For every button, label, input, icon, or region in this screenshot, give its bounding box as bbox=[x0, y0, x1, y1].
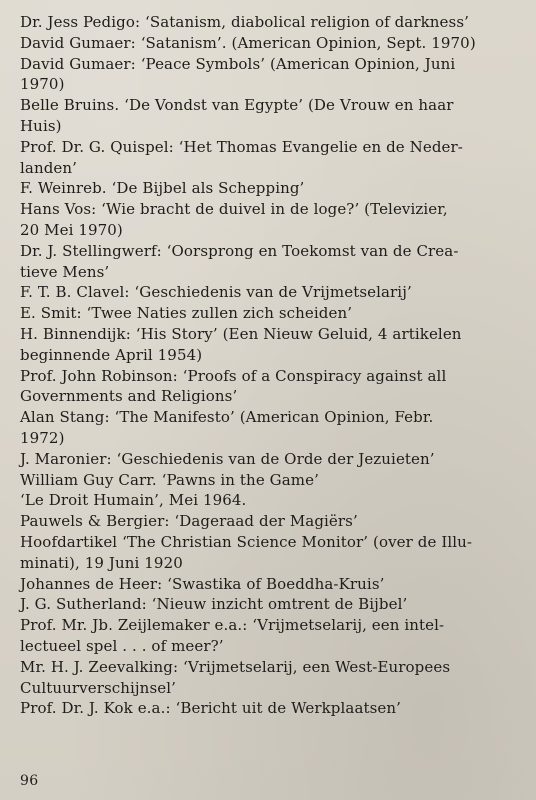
entry-line: Prof. Dr. G. Quispel: ‘Het Thomas Evangelie en de Neder- bbox=[20, 137, 463, 156]
entry-line: F. Weinreb. ‘De Bijbel als Schepping’ bbox=[20, 179, 305, 198]
page-number: 96 bbox=[20, 773, 39, 789]
entry-line: H. Binnendijk: ‘His Story’ (Een Nieuw Geluid, 4 artikelen bbox=[20, 324, 462, 343]
bibliography-list bbox=[20, 12, 524, 719]
bibliography-entry bbox=[20, 449, 524, 470]
entry-line: Mr. H. J. Zeevalking: ‘Vrijmetselarij, een West-Europees bbox=[20, 657, 451, 676]
bibliography-entry bbox=[20, 511, 524, 532]
bibliography-entry bbox=[20, 532, 524, 574]
entry-line: ‘Le Droit Humain’, Mei 1964. bbox=[20, 491, 247, 510]
entry-line: Prof. Mr. Jb. Zeijlemaker e.a.: ‘Vrijmetselarij, een intel- bbox=[20, 616, 445, 635]
entry-line: minati), 19 Juni 1920 bbox=[20, 553, 183, 572]
bibliography-entry bbox=[20, 54, 524, 96]
entry-line: David Gumaer: ‘Satanism’. (American Opinion, Sept. 1970) bbox=[20, 33, 476, 52]
entry-line: 1970) bbox=[20, 75, 65, 94]
bibliography-entry bbox=[20, 366, 524, 408]
bibliography-entry bbox=[20, 594, 524, 615]
entry-line: J. Maronier: ‘Geschiedenis van de Orde der Jezuieten’ bbox=[20, 449, 435, 468]
entry-line: beginnende April 1954) bbox=[20, 345, 203, 364]
bibliography-entry bbox=[20, 324, 524, 366]
entry-line: Dr. J. Stellingwerf: ‘Oorsprong en Toekomst van de Crea- bbox=[20, 241, 459, 260]
bibliography-entry bbox=[20, 199, 524, 241]
bibliography-entry bbox=[20, 178, 524, 199]
entry-line: 20 Mei 1970) bbox=[20, 220, 123, 239]
bibliography-entry bbox=[20, 470, 524, 491]
bibliography-entry bbox=[20, 490, 524, 511]
entry-line: F. T. B. Clavel: ‘Geschiedenis van de Vrijmetselarij’ bbox=[20, 283, 412, 302]
entry-line: Dr. Jess Pedigo: ‘Satanism, diabolical religion of darkness’ bbox=[20, 13, 469, 31]
entry-line: Hans Vos: ‘Wie bracht de duivel in de loge?’ (Televizier, bbox=[20, 200, 448, 219]
entry-line: landen’ bbox=[20, 158, 78, 177]
entry-line: Governments and Religions’ bbox=[20, 387, 238, 406]
entry-line: Johannes de Heer: ‘Swastika of Boeddha-Kruis’ bbox=[20, 574, 385, 593]
bibliography-entry bbox=[20, 574, 524, 595]
entry-line: Prof. John Robinson: ‘Proofs of a Conspiracy against all bbox=[20, 366, 447, 385]
entry-line: Huis) bbox=[20, 116, 62, 135]
bibliography-entry bbox=[20, 12, 524, 33]
entry-line: Belle Bruins. ‘De Vondst van Egypte’ (De Vrouw en haar bbox=[20, 96, 454, 115]
entry-line: J. G. Sutherland: ‘Nieuw inzicht omtrent de Bijbel’ bbox=[20, 595, 408, 614]
bibliography-entry bbox=[20, 95, 524, 137]
entry-line: Cultuurverschijnsel’ bbox=[20, 678, 176, 697]
bibliography-entry bbox=[20, 241, 524, 283]
entry-line: 1972) bbox=[20, 428, 65, 447]
bibliography-entry bbox=[20, 615, 524, 657]
bibliography-entry bbox=[20, 698, 524, 719]
bibliography-entry bbox=[20, 303, 524, 324]
entry-line: lectueel spel . . . of meer?’ bbox=[20, 636, 224, 655]
entry-line: David Gumaer: ‘Peace Symbols’ (American Opinion, Juni bbox=[20, 54, 456, 73]
entry-line: tieve Mens’ bbox=[20, 262, 110, 281]
entry-line: Hoofdartikel ‘The Christian Science Monitor’ (over de Illu- bbox=[20, 532, 473, 551]
bibliography-entry bbox=[20, 33, 524, 54]
entry-line: Alan Stang: ‘The Manifesto’ (American Opinion, Febr. bbox=[20, 408, 434, 427]
bibliography-entry bbox=[20, 282, 524, 303]
bibliography-entry bbox=[20, 137, 524, 179]
bibliography-entry bbox=[20, 407, 524, 449]
entry-line: E. Smit: ‘Twee Naties zullen zich scheiden’ bbox=[20, 304, 353, 323]
bibliography-entry bbox=[20, 657, 524, 699]
entry-line: Prof. Dr. J. Kok e.a.: ‘Bericht uit de Werkplaatsen’ bbox=[20, 699, 402, 718]
entry-line: Pauwels & Bergier: ‘Dageraad der Magiërs’ bbox=[20, 512, 358, 531]
entry-line: William Guy Carr. ‘Pawns in the Game’ bbox=[20, 470, 319, 489]
